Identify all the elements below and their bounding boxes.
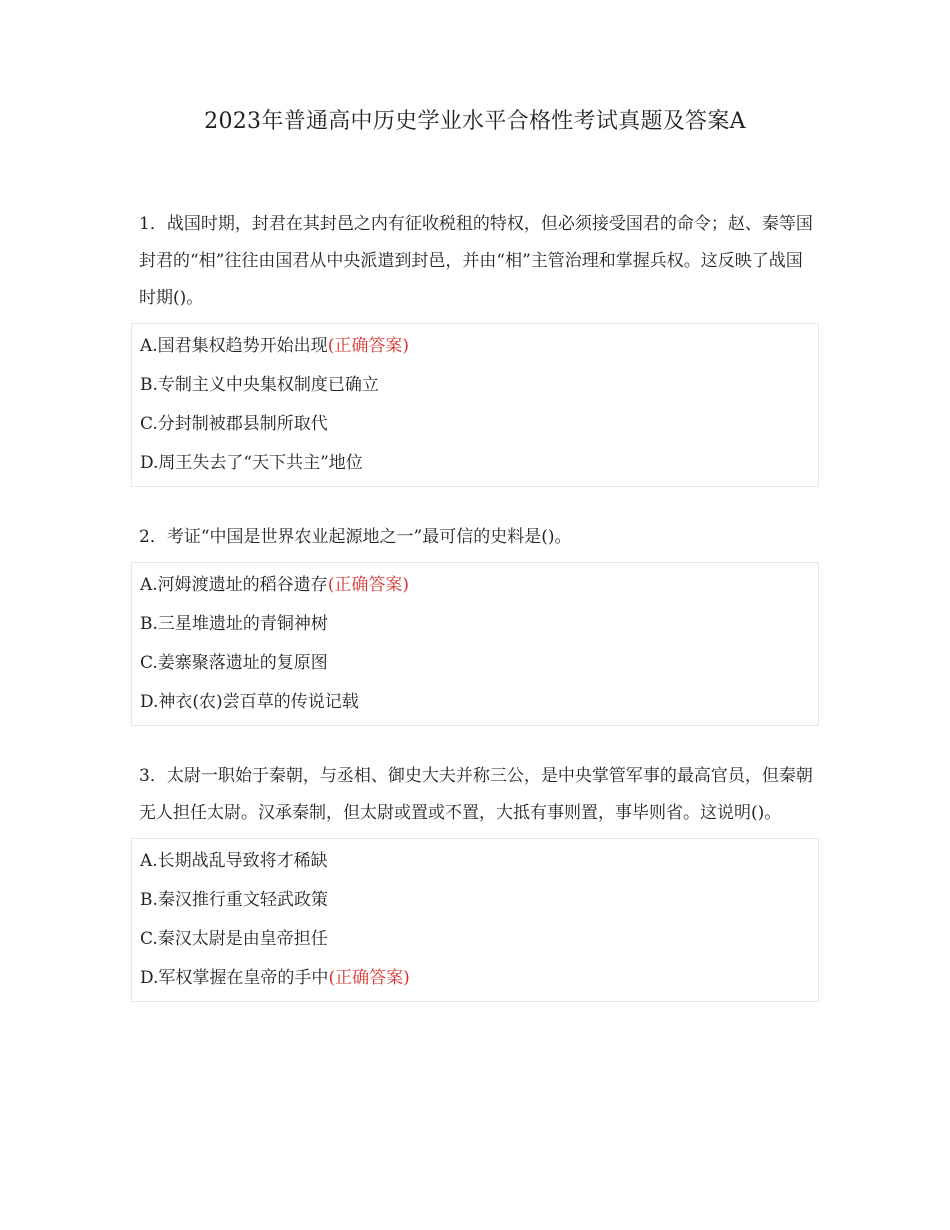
page-title: 2023年普通高中历史学业水平合格性考试真题及答案A bbox=[204, 109, 746, 134]
option-text: D.军权掌握在皇帝的手中 bbox=[140, 968, 329, 988]
correct-answer-mark: (正确答案) bbox=[327, 336, 409, 356]
option-c[interactable] bbox=[140, 405, 818, 444]
option-text: D.神衣(农)尝百草的传说记载 bbox=[140, 692, 359, 712]
option-d[interactable] bbox=[140, 683, 818, 722]
option-text: A.国君集权趋势开始出现 bbox=[140, 336, 328, 356]
correct-answer-mark: (正确答案) bbox=[327, 575, 409, 595]
option-a[interactable] bbox=[140, 842, 818, 881]
options-box bbox=[131, 562, 819, 726]
question-stem: 2．考证“中国是世界农业起源地之一”最可信的史料是()。 bbox=[139, 527, 572, 547]
option-text: B.专制主义中央集权制度已确立 bbox=[140, 375, 379, 395]
option-a[interactable] bbox=[140, 566, 818, 605]
correct-answer-mark: (正确答案) bbox=[328, 968, 410, 988]
option-text: B.秦汉推行重文轻武政策 bbox=[140, 890, 328, 910]
option-text: C.姜寨聚落遗址的复原图 bbox=[140, 653, 328, 673]
option-text: B.三星堆遗址的青铜神树 bbox=[140, 614, 328, 634]
options-box bbox=[131, 838, 819, 1002]
option-c[interactable] bbox=[140, 644, 818, 683]
option-b[interactable] bbox=[140, 605, 818, 644]
option-text: A.长期战乱导致将才稀缺 bbox=[140, 851, 328, 871]
question-stem: 3．太尉一职始于秦朝，与丞相、御史大夫并称三公，是中央掌管军事的最高官员，但秦朝无人担任太尉。汉承秦制，但太尉或置或不置，大抵有事则置，事毕则省。这说明()。 bbox=[139, 766, 813, 823]
option-text: C.分封制被郡县制所取代 bbox=[140, 414, 328, 434]
option-d[interactable] bbox=[140, 444, 818, 483]
option-text: D.周王失去了“天下共主”地位 bbox=[140, 453, 363, 473]
question-stem: 1．战国时期，封君在其封邑之内有征收税租的特权，但必须接受国君的命令；赵、秦等国封君的“相”往往由国君从中央派遣到封邑，并由“相”主管治理和掌握兵权。这反映了战国时期()。 bbox=[139, 214, 813, 308]
option-a[interactable] bbox=[140, 327, 818, 366]
option-text: C.秦汉太尉是由皇帝担任 bbox=[140, 929, 328, 949]
option-b[interactable] bbox=[140, 366, 818, 405]
question-1 bbox=[139, 206, 819, 487]
option-b[interactable] bbox=[140, 881, 818, 920]
question-2 bbox=[139, 519, 819, 726]
option-d[interactable] bbox=[140, 959, 818, 998]
question-3 bbox=[139, 758, 819, 1002]
options-box bbox=[131, 323, 819, 487]
option-text: A.河姆渡遗址的稻谷遗存 bbox=[140, 575, 328, 595]
option-c[interactable] bbox=[140, 920, 818, 959]
